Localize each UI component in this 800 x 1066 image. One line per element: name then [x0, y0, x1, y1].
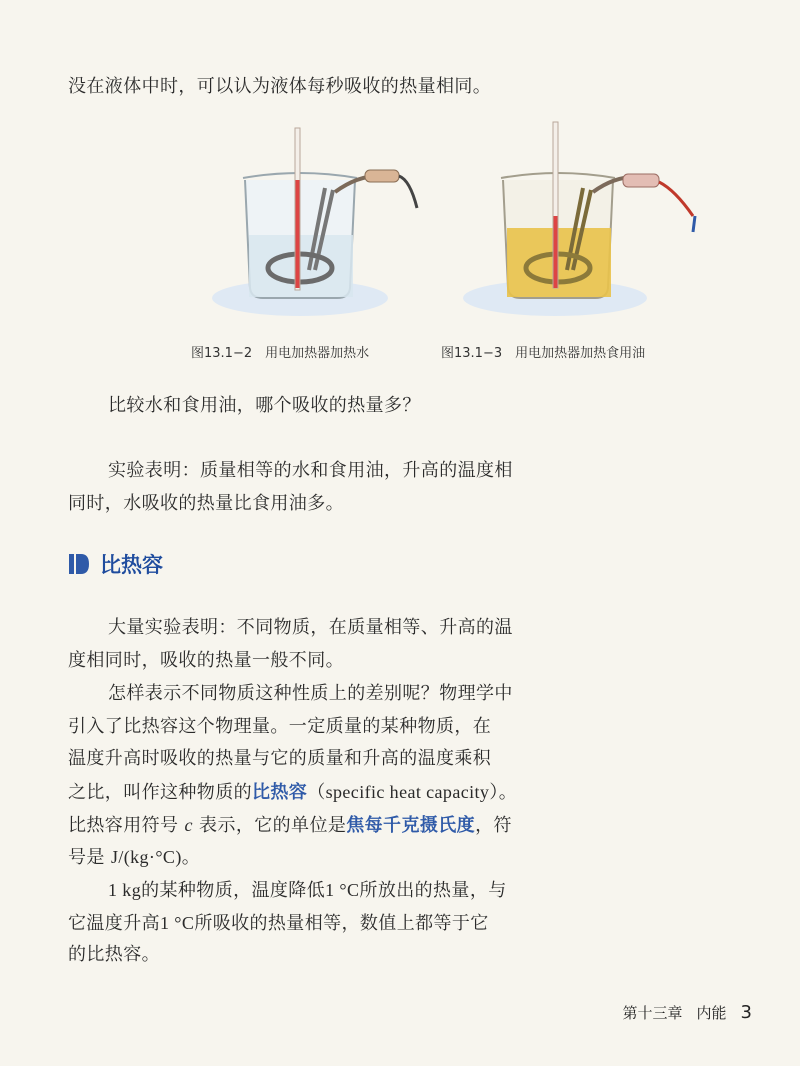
body-line: 大量实验表明：不同物质，在质量相等、升高的温	[108, 617, 513, 638]
text-span: ）。	[489, 782, 518, 803]
text-span: 比热容用符号	[68, 815, 179, 836]
page-footer	[623, 1002, 752, 1023]
figure-caption: 图13.1−2 用电加热器加热水	[191, 346, 370, 361]
section-title: 比热容	[100, 553, 163, 577]
body-line: 温度升高时吸收的热量与它的质量和升高的温度乘积	[68, 748, 492, 769]
text-span: （	[307, 782, 326, 803]
section-heading	[68, 549, 163, 579]
term-unit: 焦每千克摄氏度	[346, 815, 476, 836]
text-span: 所放出的热量，与	[359, 880, 507, 901]
page-number: 3	[740, 1002, 752, 1023]
body-line: 引入了比热容这个物理量。一定质量的某种物质，在	[68, 716, 492, 737]
chapter-title: 内能	[696, 1004, 727, 1022]
body-line-definition	[68, 779, 517, 806]
body-line	[108, 877, 507, 904]
result-line-2: 同时，水吸收的热量比食用油多。	[68, 493, 344, 514]
text-span: 的某种物质，温度降低	[141, 880, 326, 901]
text-span: 所吸收的热量相等，数值上都等于它	[194, 913, 489, 934]
text-span: 1 °C	[160, 913, 195, 933]
body-line-unit	[68, 844, 200, 871]
text-span: 号是	[68, 847, 105, 868]
question-line: 比较水和食用油，哪个吸收的热量多？	[108, 395, 421, 416]
figure-heating-water-image	[205, 120, 435, 325]
figure-heating-oil-image	[455, 120, 705, 325]
text-span: ，符	[475, 815, 512, 836]
unit-text: J/(kg·°C)	[110, 847, 182, 867]
text-span: 表示，它的单位是	[199, 815, 347, 836]
chapter-label: 第十三章	[622, 1004, 683, 1022]
text-span: 它温度升高	[68, 913, 160, 934]
body-line	[68, 910, 489, 937]
body-line: 怎样表示不同物质这种性质上的差别呢？物理学中	[108, 683, 513, 704]
text-span: 1 °C	[325, 880, 360, 900]
term-specific-heat: 比热容	[252, 782, 308, 803]
section-marker-icon	[68, 553, 90, 575]
figure-caption: 图13.1−3 用电加热器加热食用油	[441, 346, 646, 361]
text-span: 。	[181, 847, 201, 868]
text-span: 1 kg	[108, 880, 142, 900]
body-line: 的比热容。	[68, 944, 160, 965]
result-line-1: 实验表明：质量相等的水和食用油，升高的温度相	[108, 460, 513, 481]
english-term: specific heat capacity	[325, 782, 490, 802]
intro-line: 没在液体中时，可以认为液体每秒吸收的热量相同。	[68, 76, 492, 97]
body-line: 度相同时，吸收的热量一般不同。	[68, 650, 344, 671]
symbol-c: c	[184, 815, 193, 835]
text-span: 之比，叫作这种物质的	[68, 782, 252, 803]
body-line-symbol	[68, 812, 512, 839]
